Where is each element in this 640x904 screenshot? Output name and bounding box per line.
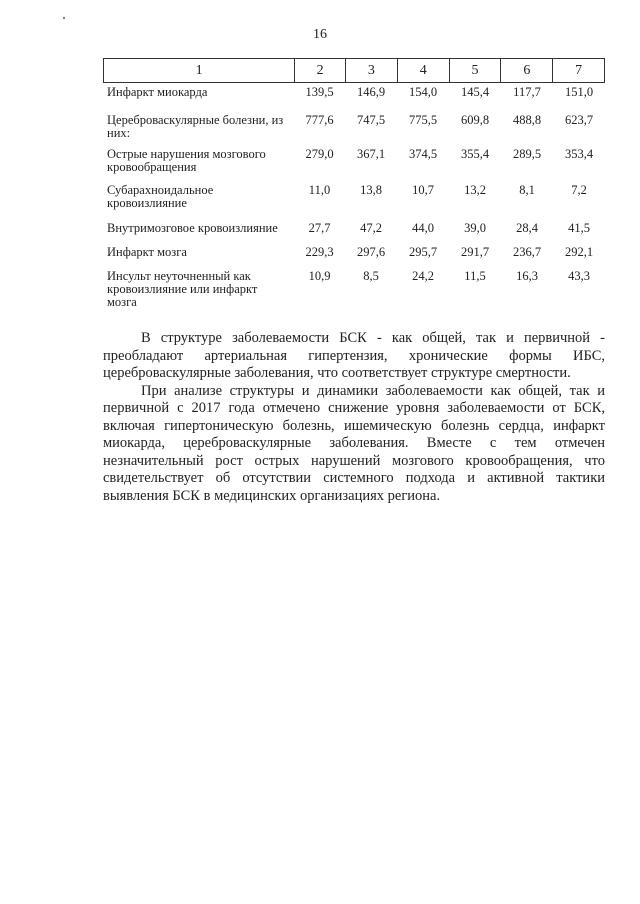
value-cell: 16,3 [516,269,538,283]
row-label: Инфаркт миокарда [107,85,208,99]
table-row [103,270,605,309]
row-label: Субарахноидальное кровоизлияние [107,183,214,210]
table-row [103,114,605,140]
value-cell: 8,1 [519,183,535,197]
value-cell: 151,0 [564,85,594,99]
header-cell-1: 1 [195,62,203,78]
header-cell-7: 7 [552,59,604,82]
scan-speck [63,17,65,19]
page-number: 16 [313,27,327,42]
table-row [103,184,605,210]
value-cell: 295,7 [408,245,438,259]
value-cell: 297,6 [356,245,386,259]
value-cell: 13,2 [464,183,486,197]
header-cell-2: 2 [294,59,345,82]
value-cell: 145,4 [460,85,490,99]
value-cell: 11,5 [464,269,486,283]
row-label: Внутримозговое кровоизлияние [107,221,278,235]
value-cell: 117,7 [513,85,541,99]
value-cell: 39,0 [464,221,486,235]
value-cell: 27,7 [308,221,331,235]
value-cell: 488,8 [512,113,542,127]
row-label: Инфаркт мозга [107,245,187,259]
value-cell: 374,5 [408,147,438,161]
value-cell: 8,5 [363,269,379,283]
value-cell: 367,1 [356,147,386,161]
value-cell: 775,5 [408,113,438,127]
value-cell: 229,3 [305,245,334,259]
value-cell: 139,5 [305,85,334,99]
table-row [103,222,605,235]
value-cell: 154,0 [408,85,438,99]
value-cell: 28,4 [516,221,538,235]
value-cell: 292,1 [564,245,594,259]
value-cell: 24,2 [412,269,434,283]
table-row [103,148,605,174]
value-cell: 41,5 [568,221,590,235]
value-cell: 609,8 [460,113,490,127]
body-text [103,330,605,505]
row-label: Цереброваскулярные болезни, из них: [107,113,284,140]
value-cell: 7,2 [571,183,587,197]
value-cell: 13,8 [360,183,382,197]
row-label: Острые нарушения мозгового кровообращения [107,147,266,174]
value-cell: 279,0 [305,147,334,161]
value-cell: 355,4 [460,147,490,161]
value-cell: 353,4 [564,147,594,161]
value-cell: 10,7 [412,183,434,197]
row-label: Инсульт неуточненный как кровоизлияние или инфаркт мозга [107,269,258,309]
paragraph: В структуре заболеваемости БСК - как общей, так и первичной - преобладают артериальная гипертензия, хронические формы ИБС, цереброваскулярные заболевания, что соответствует структуре смертности. [103,330,605,381]
value-cell: 44,0 [412,221,434,235]
value-cell: 747,5 [356,113,386,127]
value-cell: 10,9 [308,269,331,283]
header-cell-6: 6 [500,59,552,82]
value-cell: 291,7 [460,245,490,259]
header-cell-3: 3 [345,59,397,82]
value-cell: 777,6 [305,113,334,127]
header-cell-5: 5 [449,59,501,82]
header-cell-4: 4 [397,59,449,82]
paragraph: При анализе структуры и динамики заболеваемости как общей, так и первичной с 2017 года отмечено снижение уровня заболеваемости от БСК, включая гипертоническую болезнь, ишемическую болезнь сердца, инфаркт миокарда, цереброваскулярные заболевания. Вместе с тем отмечен незначительный рост острых нарушений мозгового кровообращения, что свидетельствует об отсутствии системного подхода и активной тактики выявления БСК в медицинских организациях региона. [103,382,605,504]
value-cell: 47,2 [360,221,382,235]
value-cell: 11,0 [308,183,331,197]
table-row [103,246,605,259]
table-row [103,86,605,99]
value-cell: 236,7 [512,245,542,259]
value-cell: 43,3 [568,269,590,283]
value-cell: 146,9 [356,85,386,99]
table-header-row [103,58,605,83]
value-cell: 289,5 [512,147,542,161]
value-cell: 623,7 [564,113,594,127]
